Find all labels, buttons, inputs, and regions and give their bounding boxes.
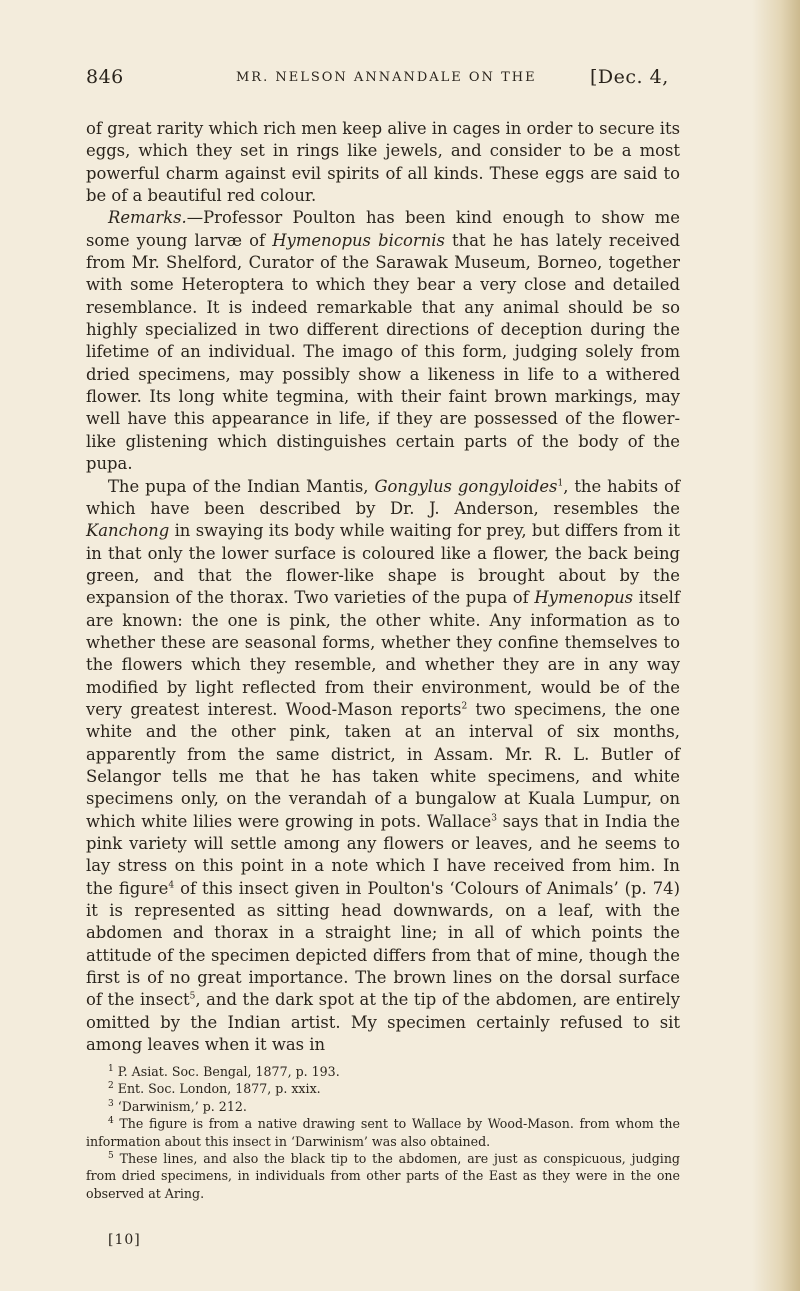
footnote-number: 3 (108, 1098, 114, 1109)
footnote-number: 5 (108, 1150, 114, 1161)
signature-mark: [10] (108, 1232, 141, 1248)
page-header (86, 66, 686, 96)
footnote (86, 1115, 680, 1150)
footnote-number: 2 (108, 1081, 114, 1092)
paragraph-3-text-c: in swaying its body while waiting for prey, but differs from it in that only the lower surface is coloured like a flower, the back being green, and that the flower-like shape is brought about by the expansion of the thorax. Two varieties of the pupa of (86, 521, 680, 608)
footnote-number: 1 (108, 1063, 114, 1074)
kanchong-term: Kanchong (86, 521, 170, 541)
running-title: MR. NELSON ANNANDALE ON THE (236, 70, 537, 85)
page-number: 846 (86, 66, 124, 88)
paragraph-1: of great rarity which rich men keep alive in cages in order to secure its eggs, which they set in rings like jewels, and consider to be a most powerful charm against evil spirits of all kinds. These eggs are said to be of a beautiful red colour. (86, 119, 680, 206)
footnote-ref: 4 (168, 880, 175, 891)
footnotes (86, 1063, 680, 1202)
paragraph-3 (86, 476, 680, 1057)
paragraph-3-text-e: two specimens, the one white and the other pink, taken at an interval of six months, apparently from the same district, in Assam. Mr. R. L. Butler of Selangor tells me that he has taken white specimens, and white specimens only, on the verandah of a bungalow at Kuala Lumpur, on which white lilies were growing in pots. Wallace (86, 699, 680, 831)
footnote-text: These lines, and also the black tip to the abdomen, are just as conspicuous, judging from dried specimens, in individuals from other parts of the East as they were in the one observed at Aring. (86, 1151, 680, 1201)
footnote-text: P. Asiat. Soc. Bengal, 1877, p. 193. (117, 1064, 340, 1079)
paragraph-3-text-b: , the habits of which have been described by Dr. J. Anderson, resembles the (86, 476, 680, 518)
footnote-ref: 3 (491, 813, 497, 824)
paragraph-3-text-h: , and the dark spot at the tip of the abdomen, are entirely omitted by the Indian artist. My specimen certainly refused to sit among leaves when it was in (86, 990, 680, 1055)
footnote-ref: 2 (461, 701, 468, 712)
species-name: Hymenopus (534, 588, 634, 608)
paragraph-2 (86, 207, 680, 475)
page-edge-shadow (752, 0, 800, 1291)
footnote (86, 1098, 680, 1115)
footnote-ref: 1 (557, 478, 564, 489)
paragraph-3-text-a: The pupa of the Indian Mantis, (108, 476, 375, 496)
paragraph-2-text-a: —Professor Poulton has been kind enough to show me some young larvæ of (86, 208, 680, 250)
paragraph-3-text-f: says that in India the pink variety will settle among any flowers or leaves, and he seems to lay stress on this point in a note which I have received from him. In the figure (86, 811, 680, 898)
remarks-heading: Remarks. (108, 208, 187, 228)
footnote-text: The figure is from a native drawing sent to Wallace by Wood-Mason. from whom the information about this insect in ‘Darwinism’ was also obtained. (86, 1116, 680, 1149)
footnote-text: ‘Darwinism,’ p. 212. (117, 1098, 247, 1114)
footnote-text: Ent. Soc. London, 1877, p. xxix. (117, 1081, 321, 1097)
footnote (86, 1080, 680, 1097)
paragraph-3-text-g: of this insect given in Poulton's ‘Colours of Animals’ (p. 74) it is represented as sitting head downwards, on a leaf, with the abdomen and thorax in a straight line; in all of which points the attitude of the specimen depicted differs from that of mine, though the first is of no great importance. The brown lines on the dorsal surface of the insect (86, 878, 680, 1010)
footnote-ref: 5 (189, 991, 196, 1002)
footnote (86, 1150, 680, 1202)
header-date: [Dec. 4, (590, 66, 669, 88)
body-text (86, 118, 680, 1056)
species-name: Hymenopus bicornis (272, 230, 445, 250)
footnote (86, 1063, 680, 1080)
footnote-number: 4 (108, 1116, 114, 1127)
species-name: Gongylus gongyloides (374, 476, 558, 496)
paragraph-3-text-d: itself are known: the one is pink, the other white. Any information as to whether these are seasonal forms, whether they confine themselves to the flowers which they resemble, and whether they are in any way modified by light reflected from their environment, would be of the very greatest interest. Wood-Mason reports (86, 588, 680, 719)
paragraph-2-text-b: that he has lately received from Mr. Shelford, Curator of the Sarawak Museum, Borneo, together with some Heteroptera to which they bear a very close and detailed resemblance. It is indeed remarkable that any animal should be so highly specialized in two different directions of deception during the lifetime of an individual. The imago of this form, judging solely from dried specimens, may possibly show a likeness in life to a withered flower. Its long white tegmina, with their faint brown markings, may well have this appearance in life, if they are possessed of the flower-like glistening which distinguishes certain parts of the body of the pupa. (86, 230, 681, 474)
